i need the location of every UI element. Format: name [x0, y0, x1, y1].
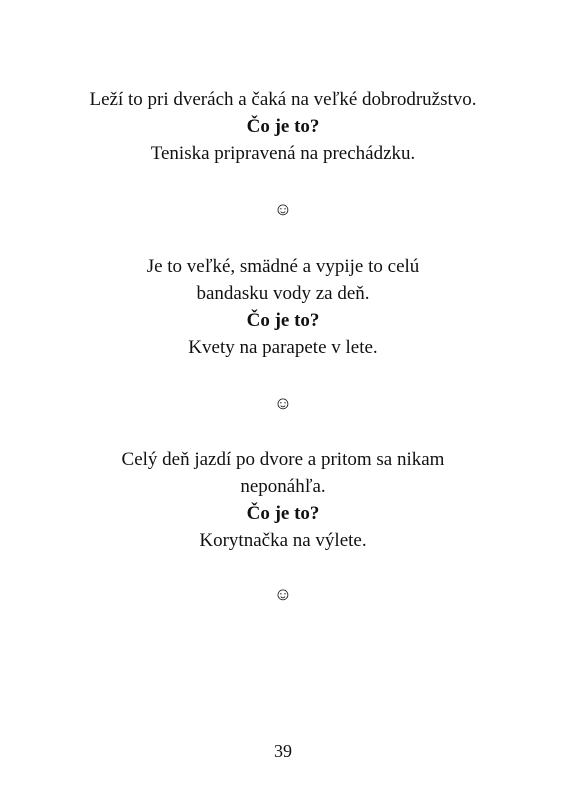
- riddle-2-question: Čo je to?: [246, 310, 320, 331]
- smiley-separator-3: ☺: [273, 584, 293, 604]
- riddle-3-text-line-2: neponáhľa.: [240, 476, 326, 497]
- riddle-2-answer: Kvety na parapete v lete.: [188, 337, 378, 358]
- riddle-2-text-line-2: bandasku vody za deň.: [196, 283, 370, 304]
- riddle-1-answer: Teniska pripravená na prechádzku.: [150, 143, 416, 164]
- riddle-1-question: Čo je to?: [246, 116, 320, 137]
- riddle-2-text-line-1: Je to veľké, smädné a vypije to celú: [146, 256, 420, 277]
- riddle-3: [0, 446, 566, 554]
- riddle-1-text-line-1: Leží to pri dverách a čaká na veľké dobrodružstvo.: [89, 89, 477, 110]
- riddle-3-text-line-1: Celý deň jazdí po dvore a pritom sa nikam: [121, 449, 445, 470]
- smiley-separator-1: ☺: [273, 199, 293, 219]
- riddle-3-answer: Korytnačka na výlete.: [199, 530, 367, 551]
- page-number: 39: [274, 741, 292, 761]
- smiley-separator-2: ☺: [273, 393, 293, 413]
- riddle-1: [0, 86, 566, 167]
- riddle-2: [0, 253, 566, 361]
- riddle-3-question: Čo je to?: [246, 503, 320, 524]
